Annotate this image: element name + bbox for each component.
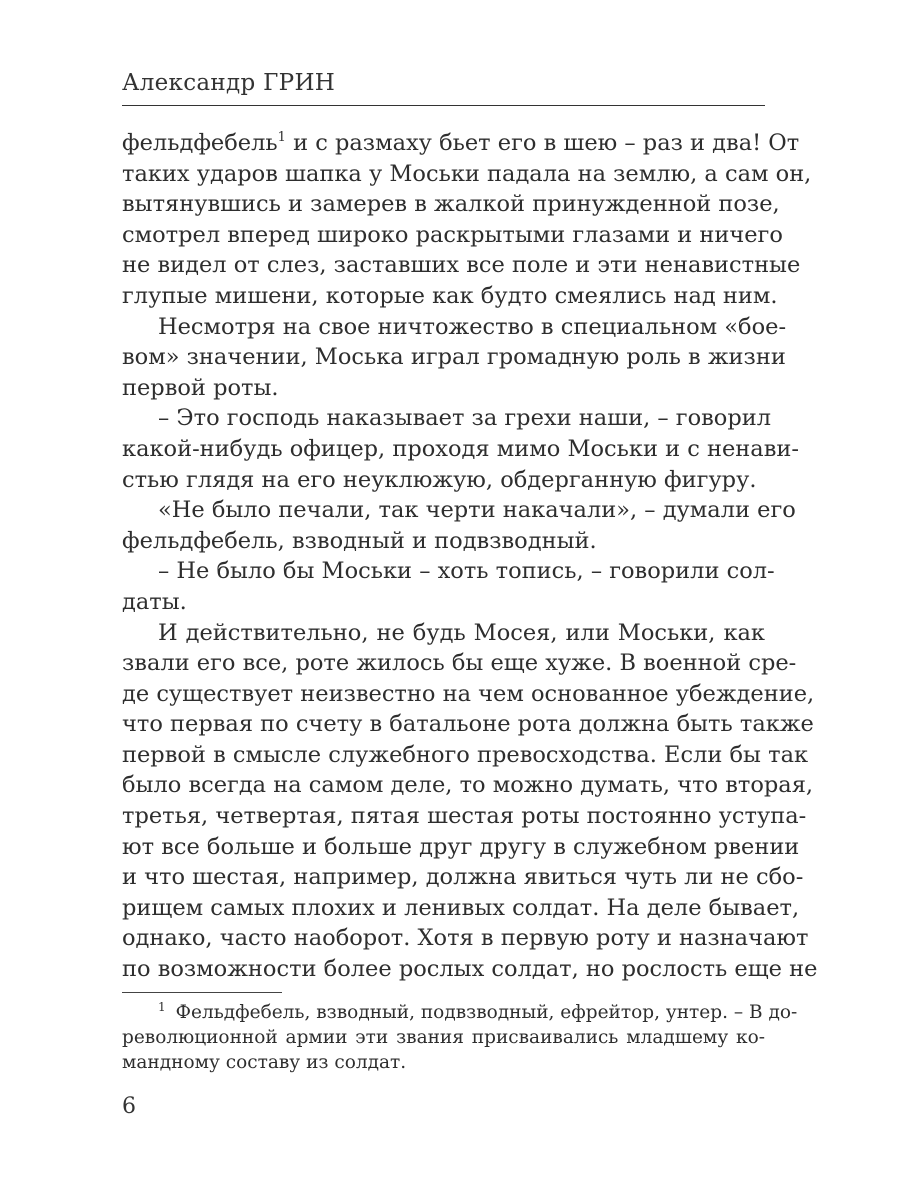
- footnote-text: Фельдфебель, взводный, подвзводный, ефрейтор, унтер. – В до-: [175, 1002, 798, 1023]
- footnote-line: [122, 1000, 798, 1025]
- text-line: по возможности более рослых солдат, но рослость еще не: [122, 956, 818, 983]
- text-line: и что шестая, например, должна явиться чуть ли не сбо-: [122, 864, 804, 891]
- text-line: [122, 128, 800, 159]
- text-line: третья, четвертая, пятая шестая роты постоянно уступа-: [122, 803, 807, 830]
- text-line: ют все больше и больше друг другу в служебном рвении: [122, 833, 800, 860]
- text-line: звали его все, роте жилось бы еще хуже. В военной сре-: [122, 650, 797, 677]
- text-line: «Не было печали, так черти накачали», – думали его: [158, 497, 796, 524]
- text-line: Несмотря на свое ничтожество в специальном «боe-: [158, 313, 787, 340]
- text-line: – Это господь наказывает за грехи наши, – говорил: [158, 405, 772, 432]
- footnote-mark: 1: [158, 1000, 166, 1014]
- main-text: [122, 128, 818, 985]
- text-line: стью глядя на его неуклюжую, обдерганную фигуру.: [122, 466, 757, 493]
- running-head-author: Александр ГРИН: [122, 70, 336, 96]
- text-line: вытянувшись и замерев в жалкой принужденной позе,: [122, 191, 780, 218]
- header-rule: [122, 105, 765, 106]
- text-line: что первая по счету в батальоне рота должна быть также: [122, 711, 814, 738]
- text-line: – Не было бы Моськи – хоть топись, – говорили сол-: [158, 558, 775, 585]
- text-line: первой роты.: [122, 374, 279, 401]
- text-line: первой в смысле служебного превосходства. Если бы так: [122, 741, 809, 768]
- text-line: глупые мишени, которые как будто смеялись над ним.: [122, 282, 778, 309]
- page-number: 6: [122, 1094, 136, 1119]
- footnote-reference[interactable]: 1: [277, 130, 286, 145]
- footnote: [122, 1000, 798, 1075]
- text-line: де существует неизвестно на чем основанное убеждение,: [122, 680, 815, 707]
- text-line: таких ударов шапка у Моськи падала на землю, а сам он,: [122, 160, 812, 187]
- text-line: смотрел вперед широко раскрытыми глазами и ничего: [122, 221, 783, 248]
- text-line: какой-нибудь офицер, проходя мимо Моськи и с ненави-: [122, 435, 799, 462]
- footnote-line: мандному составу из солдат.: [122, 1052, 407, 1073]
- text-line: вом» значении, Моська играл громадную роль в жизни: [122, 344, 786, 371]
- text-line: И действительно, не будь Мосея, или Моськи, как: [158, 619, 765, 646]
- text-line: фельдфебель, взводный и подвзводный.: [122, 527, 597, 554]
- text-line: однако, часто наоборот. Хотя в первую роту и назначают: [122, 925, 809, 952]
- text-line: даты.: [122, 588, 187, 615]
- text-fragment: и с размаху бьет его в шею – раз и два! От: [285, 130, 800, 156]
- text-line: было всегда на самом деле, то можно думать, что вторая,: [122, 772, 814, 799]
- text-line: не видел от слез, заставших все поле и эти ненавистные: [122, 252, 801, 279]
- text-fragment: фельдфебель: [122, 130, 278, 156]
- footnote-rule: [122, 992, 282, 993]
- text-line: рищем самых плохих и ленивых солдат. На деле бывает,: [122, 894, 800, 921]
- footnote-line: революционной армии эти звания присваивались младшему ко-: [122, 1027, 765, 1048]
